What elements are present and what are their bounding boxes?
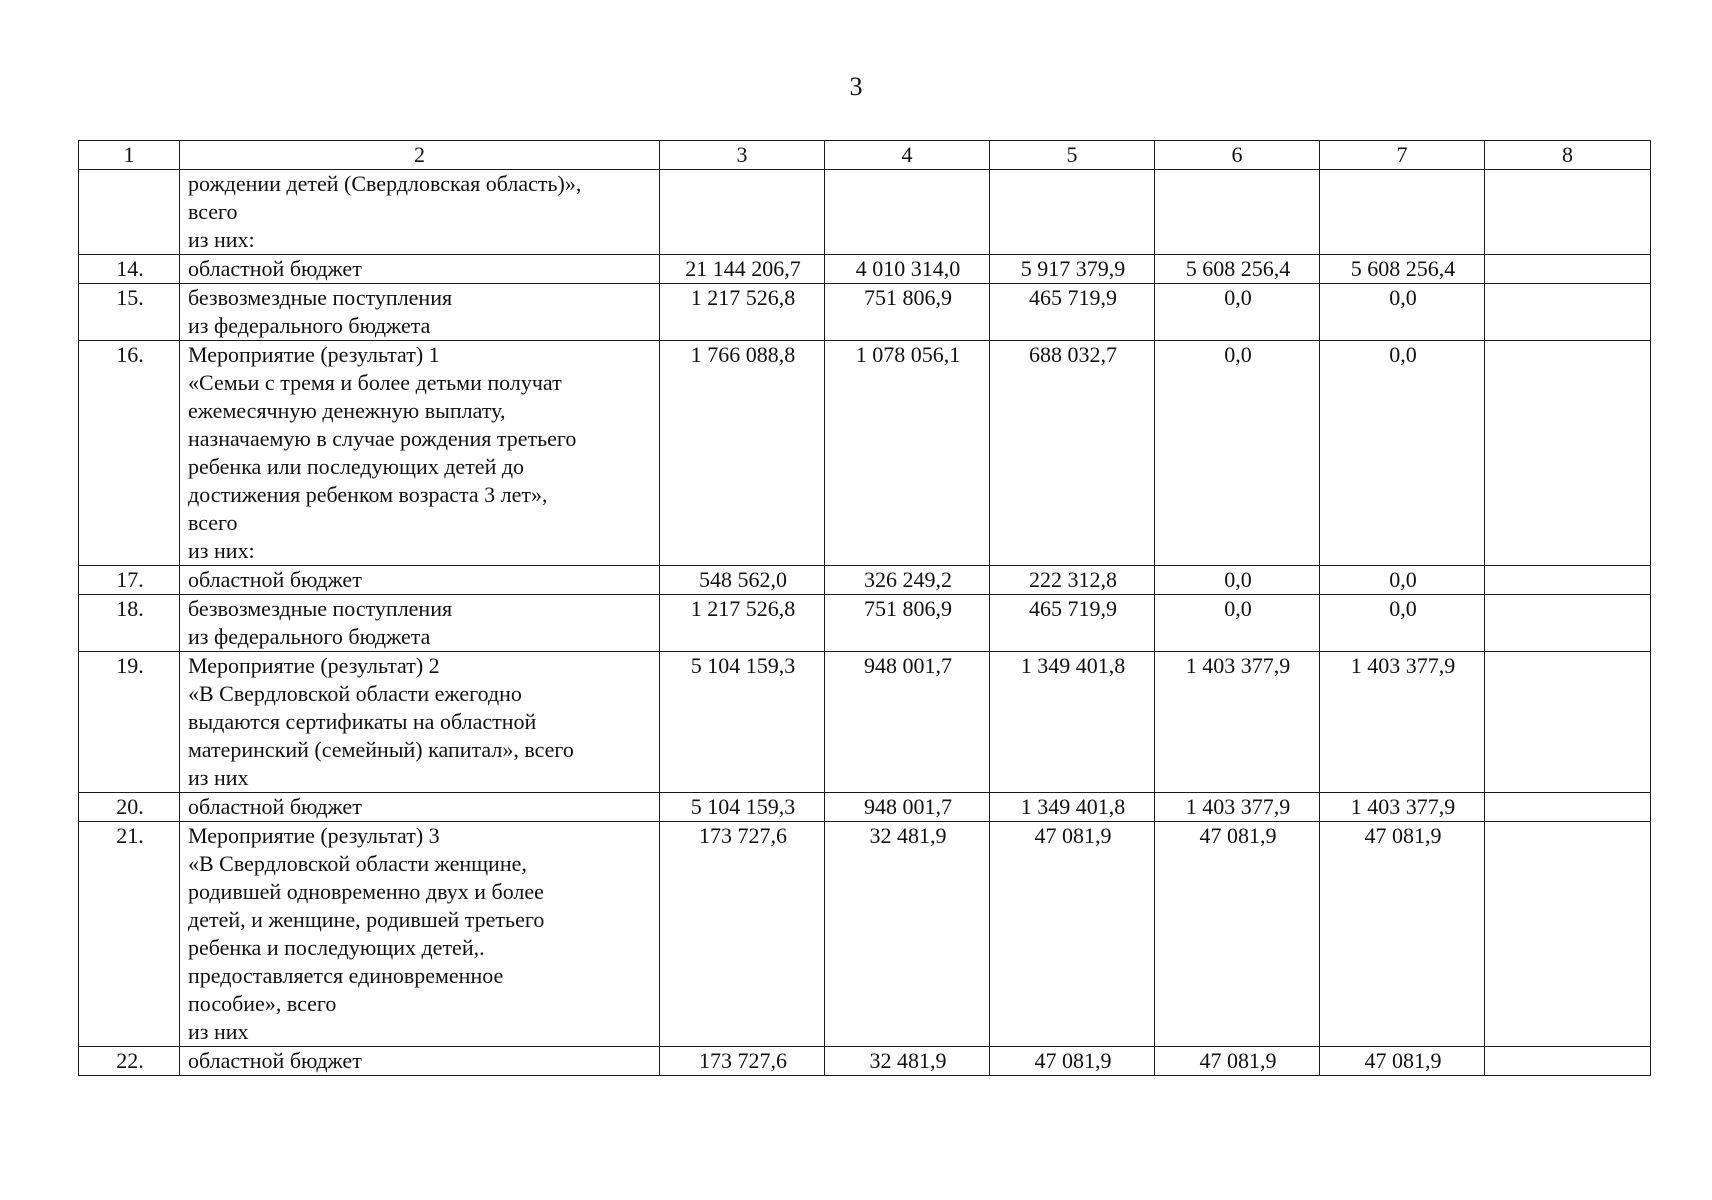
description-line: областной бюджет bbox=[188, 256, 362, 281]
value-cell-col-7: 0,0 bbox=[1320, 284, 1485, 341]
value-cell-col-8 bbox=[1485, 793, 1651, 822]
value-cell-col-3: 1 766 088,8 bbox=[660, 341, 825, 566]
description-line: «Семьи с тремя и более детьми получат bbox=[188, 370, 562, 395]
table-row bbox=[79, 566, 1651, 595]
value-cell-col-3: 1 217 526,8 bbox=[660, 284, 825, 341]
value-cell-col-8 bbox=[1485, 1047, 1651, 1076]
description-line: из федерального бюджета bbox=[188, 313, 431, 338]
value-cell-col-4: 32 481,9 bbox=[825, 822, 990, 1047]
header-cell: 8 bbox=[1485, 141, 1651, 170]
value-cell-col-4 bbox=[825, 170, 990, 255]
description-cell bbox=[180, 566, 660, 595]
description-line: областной бюджет bbox=[188, 1048, 362, 1073]
value-cell-col-6: 5 608 256,4 bbox=[1155, 255, 1320, 284]
value-cell-col-6: 47 081,9 bbox=[1155, 1047, 1320, 1076]
header-cell: 3 bbox=[660, 141, 825, 170]
description-cell bbox=[180, 341, 660, 566]
description-line: всего bbox=[188, 199, 238, 224]
value-cell-col-6 bbox=[1155, 170, 1320, 255]
value-cell-col-5: 5 917 379,9 bbox=[990, 255, 1155, 284]
value-cell-col-4: 326 249,2 bbox=[825, 566, 990, 595]
description-line: Мероприятие (результат) 3 bbox=[188, 823, 440, 848]
row-number-cell: 15. bbox=[79, 284, 180, 341]
description-line: всего bbox=[188, 510, 238, 535]
value-cell-col-5: 222 312,8 bbox=[990, 566, 1155, 595]
value-cell-col-6: 47 081,9 bbox=[1155, 822, 1320, 1047]
value-cell-col-3: 1 217 526,8 bbox=[660, 595, 825, 652]
value-cell-col-4: 751 806,9 bbox=[825, 284, 990, 341]
value-cell-col-7: 0,0 bbox=[1320, 595, 1485, 652]
header-cell: 5 bbox=[990, 141, 1155, 170]
table-row bbox=[79, 170, 1651, 255]
value-cell-col-7: 0,0 bbox=[1320, 566, 1485, 595]
value-cell-col-7: 0,0 bbox=[1320, 341, 1485, 566]
table-row bbox=[79, 284, 1651, 341]
value-cell-col-8 bbox=[1485, 341, 1651, 566]
row-number-cell: 22. bbox=[79, 1047, 180, 1076]
value-cell-col-4: 948 001,7 bbox=[825, 652, 990, 793]
value-cell-col-3: 5 104 159,3 bbox=[660, 793, 825, 822]
value-cell-col-5: 1 349 401,8 bbox=[990, 793, 1155, 822]
value-cell-col-3: 21 144 206,7 bbox=[660, 255, 825, 284]
value-cell-col-6: 0,0 bbox=[1155, 341, 1320, 566]
value-cell-col-4: 751 806,9 bbox=[825, 595, 990, 652]
value-cell-col-8 bbox=[1485, 595, 1651, 652]
table-row bbox=[79, 1047, 1651, 1076]
row-number-cell: 19. bbox=[79, 652, 180, 793]
row-number-cell: 18. bbox=[79, 595, 180, 652]
value-cell-col-4: 948 001,7 bbox=[825, 793, 990, 822]
description-line: из них: bbox=[188, 538, 255, 563]
value-cell-col-6: 1 403 377,9 bbox=[1155, 793, 1320, 822]
value-cell-col-5: 465 719,9 bbox=[990, 284, 1155, 341]
value-cell-col-4: 32 481,9 bbox=[825, 1047, 990, 1076]
description-line: пособие», всего bbox=[188, 991, 337, 1016]
value-cell-col-4: 1 078 056,1 bbox=[825, 341, 990, 566]
description-line: предоставляется единовременное bbox=[188, 963, 504, 988]
description-line: из федерального бюджета bbox=[188, 624, 431, 649]
description-line: родившей одновременно двух и более bbox=[188, 879, 544, 904]
description-line: материнский (семейный) капитал», всего bbox=[188, 737, 574, 762]
value-cell-col-7: 47 081,9 bbox=[1320, 1047, 1485, 1076]
description-cell bbox=[180, 822, 660, 1047]
header-row bbox=[79, 141, 1651, 170]
budget-table bbox=[78, 140, 1651, 1076]
value-cell-col-8 bbox=[1485, 170, 1651, 255]
value-cell-col-7: 1 403 377,9 bbox=[1320, 793, 1485, 822]
value-cell-col-5: 465 719,9 bbox=[990, 595, 1155, 652]
description-line: Мероприятие (результат) 2 bbox=[188, 653, 440, 678]
description-line: «В Свердловской области женщине, bbox=[188, 851, 527, 876]
description-line: из них bbox=[188, 1019, 249, 1044]
table-row bbox=[79, 793, 1651, 822]
value-cell-col-8 bbox=[1485, 255, 1651, 284]
value-cell-col-8 bbox=[1485, 566, 1651, 595]
value-cell-col-7: 1 403 377,9 bbox=[1320, 652, 1485, 793]
value-cell-col-8 bbox=[1485, 652, 1651, 793]
table-row bbox=[79, 595, 1651, 652]
header-cell: 6 bbox=[1155, 141, 1320, 170]
description-line: достижения ребенком возраста 3 лет», bbox=[188, 482, 548, 507]
value-cell-col-6: 0,0 bbox=[1155, 566, 1320, 595]
header-cell: 4 bbox=[825, 141, 990, 170]
table-row bbox=[79, 255, 1651, 284]
description-line: из них bbox=[188, 765, 249, 790]
description-line: Мероприятие (результат) 1 bbox=[188, 342, 440, 367]
description-line: из них: bbox=[188, 227, 255, 252]
value-cell-col-5: 47 081,9 bbox=[990, 1047, 1155, 1076]
description-cell bbox=[180, 793, 660, 822]
description-line: «В Свердловской области ежегодно bbox=[188, 681, 522, 706]
value-cell-col-8 bbox=[1485, 284, 1651, 341]
description-line: безвозмездные поступления bbox=[188, 285, 453, 310]
description-cell bbox=[180, 595, 660, 652]
row-number-cell: 21. bbox=[79, 822, 180, 1047]
value-cell-col-5 bbox=[990, 170, 1155, 255]
value-cell-col-4: 4 010 314,0 bbox=[825, 255, 990, 284]
value-cell-col-6: 0,0 bbox=[1155, 284, 1320, 341]
header-cell: 1 bbox=[79, 141, 180, 170]
value-cell-col-6: 0,0 bbox=[1155, 595, 1320, 652]
table-row bbox=[79, 822, 1651, 1047]
row-number-cell: 14. bbox=[79, 255, 180, 284]
value-cell-col-3: 5 104 159,3 bbox=[660, 652, 825, 793]
value-cell-col-7 bbox=[1320, 170, 1485, 255]
description-cell bbox=[180, 1047, 660, 1076]
value-cell-col-3: 548 562,0 bbox=[660, 566, 825, 595]
description-line: рождении детей (Свердловская область)», bbox=[188, 171, 582, 196]
row-number-cell: 20. bbox=[79, 793, 180, 822]
value-cell-col-5: 47 081,9 bbox=[990, 822, 1155, 1047]
description-line: выдаются сертификаты на областной bbox=[188, 709, 537, 734]
value-cell-col-3 bbox=[660, 170, 825, 255]
header-cell: 2 bbox=[180, 141, 660, 170]
page-number: 3 bbox=[849, 72, 863, 101]
value-cell-col-3: 173 727,6 bbox=[660, 1047, 825, 1076]
value-cell-col-3: 173 727,6 bbox=[660, 822, 825, 1047]
table-row bbox=[79, 652, 1651, 793]
value-cell-col-7: 5 608 256,4 bbox=[1320, 255, 1485, 284]
description-line: безвозмездные поступления bbox=[188, 596, 453, 621]
value-cell-col-5: 688 032,7 bbox=[990, 341, 1155, 566]
description-cell bbox=[180, 255, 660, 284]
row-number-cell: 16. bbox=[79, 341, 180, 566]
description-line: назначаемую в случае рождения третьего bbox=[188, 426, 577, 451]
header-cell: 7 bbox=[1320, 141, 1485, 170]
table-row bbox=[79, 341, 1651, 566]
value-cell-col-6: 1 403 377,9 bbox=[1155, 652, 1320, 793]
description-line: ребенка или последующих детей до bbox=[188, 454, 525, 479]
row-number-cell bbox=[79, 170, 180, 255]
description-line: детей, и женщине, родившей третьего bbox=[188, 907, 545, 932]
description-cell bbox=[180, 652, 660, 793]
row-number-cell: 17. bbox=[79, 566, 180, 595]
description-line: ежемесячную денежную выплату, bbox=[188, 398, 506, 423]
description-line: областной бюджет bbox=[188, 794, 362, 819]
value-cell-col-5: 1 349 401,8 bbox=[990, 652, 1155, 793]
description-cell bbox=[180, 170, 660, 255]
description-line: областной бюджет bbox=[188, 567, 362, 592]
description-line: ребенка и последующих детей,. bbox=[188, 935, 485, 960]
value-cell-col-7: 47 081,9 bbox=[1320, 822, 1485, 1047]
description-cell bbox=[180, 284, 660, 341]
value-cell-col-8 bbox=[1485, 822, 1651, 1047]
